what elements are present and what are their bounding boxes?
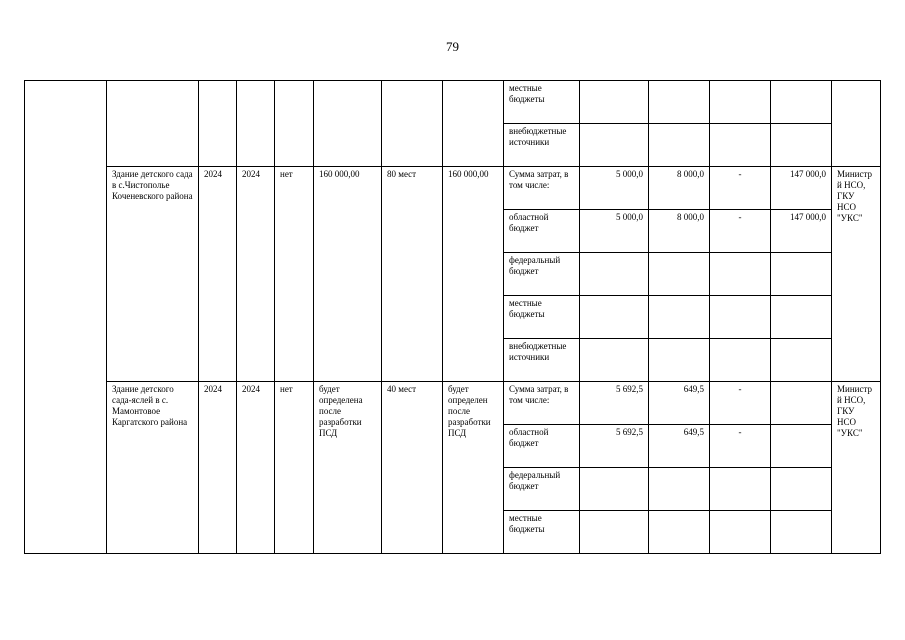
remaining-cost-cell: 160 000,00	[443, 167, 504, 382]
funding-source-cell: Сумма затрат, в том числе:	[504, 382, 580, 425]
value-cell: 5 692,5	[580, 382, 649, 425]
value-cell: 649,5	[649, 382, 710, 425]
end-year-cell: 2024	[237, 167, 275, 382]
psd-cell: нет	[275, 167, 314, 382]
funding-source-cell: областной бюджет	[504, 210, 580, 253]
value-cell: 8 000,0	[649, 167, 710, 210]
estimated-cost-cell: будет определена после разработки ПСД	[314, 382, 382, 554]
start-year-cell: 2024	[199, 167, 237, 382]
value-cell: 5 000,0	[580, 210, 649, 253]
value-cell: -	[710, 167, 771, 210]
value-cell: -	[710, 382, 771, 425]
remaining-cost-cell: будет определен после разработки ПСД	[443, 382, 504, 554]
end-year-cell: 2024	[237, 382, 275, 554]
funding-source-cell: областной бюджет	[504, 425, 580, 468]
funding-source-cell: внебюджетные источники	[504, 124, 580, 167]
value-cell: 147 000,0	[771, 210, 832, 253]
table-row	[25, 382, 881, 425]
funding-source-cell: местные бюджеты	[504, 511, 580, 554]
capacity-cell: 80 мест	[382, 167, 443, 382]
funding-source-cell: местные бюджеты	[504, 81, 580, 124]
psd-cell: нет	[275, 382, 314, 554]
responsible-cell: Министр й НСО, ГКУ НСО "УКС"	[832, 382, 881, 554]
start-year-cell: 2024	[199, 382, 237, 554]
budget-table	[24, 80, 881, 554]
capacity-cell: 40 мест	[382, 382, 443, 554]
estimated-cost-cell: 160 000,00	[314, 167, 382, 382]
table-row	[25, 81, 881, 124]
project-name-cell: Здание детского сада в с.Чистополье Коченевского района	[107, 167, 199, 382]
value-cell: -	[710, 210, 771, 253]
value-cell: -	[710, 425, 771, 468]
value-cell: 147 000,0	[771, 167, 832, 210]
first-column-cell	[25, 81, 107, 554]
project-name-cell: Здание детского сада-яслей в с. Мамонтовое Каргатского района	[107, 382, 199, 554]
page-number: 79	[446, 39, 459, 54]
value-cell: 649,5	[649, 425, 710, 468]
value-cell: 5 000,0	[580, 167, 649, 210]
table-row	[25, 167, 881, 210]
funding-source-cell: федеральный бюджет	[504, 468, 580, 511]
funding-source-cell: внебюджетные источники	[504, 339, 580, 382]
responsible-cell: Министр й НСО, ГКУ НСО "УКС"	[832, 167, 881, 382]
value-cell: 8 000,0	[649, 210, 710, 253]
funding-source-cell: местные бюджеты	[504, 296, 580, 339]
funding-source-cell: Сумма затрат, в том числе:	[504, 167, 580, 210]
value-cell: 5 692,5	[580, 425, 649, 468]
funding-source-cell: федеральный бюджет	[504, 253, 580, 296]
